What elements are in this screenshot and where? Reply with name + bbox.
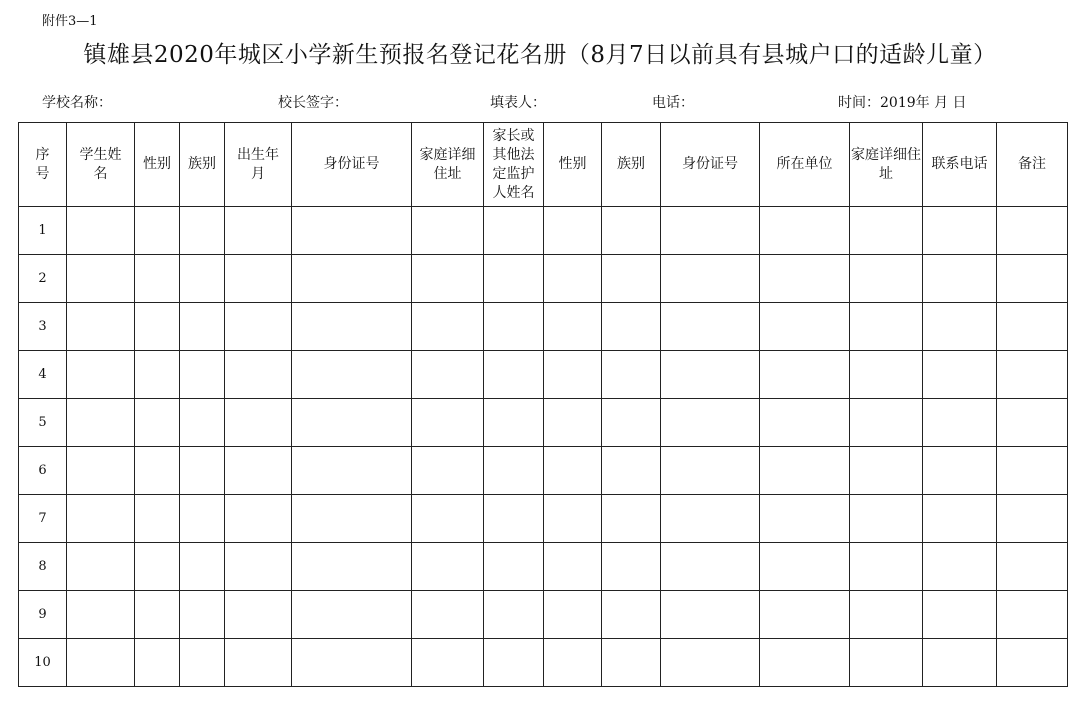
empty-input-cell[interactable] [850,399,923,447]
principal-sign-label: 校长签字： [278,95,348,111]
empty-input-cell[interactable] [484,591,544,639]
empty-input-cell[interactable] [602,255,661,303]
empty-input-cell[interactable] [67,639,135,687]
empty-input-cell[interactable] [292,447,412,495]
empty-input-cell[interactable] [760,207,850,255]
table-row [19,255,1068,303]
empty-input-cell[interactable] [412,351,484,399]
school-name-label: 学校名称： [42,95,112,111]
empty-input-cell[interactable] [225,639,292,687]
empty-input-cell[interactable] [997,207,1068,255]
empty-input-cell[interactable] [544,399,602,447]
registration-table [18,122,1068,687]
empty-input-cell[interactable] [180,351,225,399]
header-cell-guardian-gender: 性别 [544,123,602,207]
page-title: 镇雄县2020年城区小学新生预报名登记花名册（8月7日以前具有县城户口的适龄儿童） [83,42,997,68]
empty-input-cell[interactable] [292,639,412,687]
empty-input-cell[interactable] [180,399,225,447]
table-row [19,351,1068,399]
empty-input-cell[interactable] [484,639,544,687]
table-row [19,399,1068,447]
empty-input-cell[interactable] [923,351,997,399]
table-row [19,303,1068,351]
empty-input-cell[interactable] [225,543,292,591]
empty-input-cell[interactable] [602,303,661,351]
empty-input-cell[interactable] [997,351,1068,399]
empty-input-cell[interactable] [292,399,412,447]
empty-input-cell[interactable] [180,447,225,495]
header-cell-employer: 所在单位 [760,123,850,207]
empty-input-cell[interactable] [850,591,923,639]
empty-input-cell[interactable] [484,543,544,591]
row-number-cell: 1 [19,207,67,255]
empty-input-cell[interactable] [544,207,602,255]
header-cell-student-name: 学生姓名 [67,123,135,207]
empty-input-cell[interactable] [484,255,544,303]
empty-input-cell[interactable] [923,639,997,687]
row-number-cell: 8 [19,543,67,591]
empty-input-cell[interactable] [292,543,412,591]
empty-input-cell[interactable] [135,207,180,255]
empty-input-cell[interactable] [850,543,923,591]
empty-input-cell[interactable] [225,255,292,303]
empty-input-cell[interactable] [225,399,292,447]
empty-input-cell[interactable] [997,399,1068,447]
empty-input-cell[interactable] [661,207,760,255]
empty-input-cell[interactable] [135,591,180,639]
row-number-cell: 7 [19,495,67,543]
empty-input-cell[interactable] [135,543,180,591]
empty-input-cell[interactable] [292,351,412,399]
empty-input-cell[interactable] [923,255,997,303]
empty-input-cell[interactable] [292,303,412,351]
empty-input-cell[interactable] [544,303,602,351]
empty-input-cell[interactable] [412,399,484,447]
empty-input-cell[interactable] [67,543,135,591]
empty-input-cell[interactable] [484,351,544,399]
table-row [19,639,1068,687]
empty-input-cell[interactable] [180,303,225,351]
empty-input-cell[interactable] [67,399,135,447]
empty-input-cell[interactable] [67,591,135,639]
header-cell-ethnicity: 族别 [180,123,225,207]
empty-input-cell[interactable] [997,303,1068,351]
header-cell-guardian-ethnicity: 族别 [602,123,661,207]
empty-input-cell[interactable] [180,207,225,255]
header-cell-address: 家庭详细住址 [412,123,484,207]
empty-input-cell[interactable] [484,495,544,543]
empty-input-cell[interactable] [661,399,760,447]
time-label: 时间：2019年 月 日 [838,95,967,111]
empty-input-cell[interactable] [661,543,760,591]
empty-input-cell[interactable] [850,351,923,399]
header-cell-birth-date: 出生年月 [225,123,292,207]
empty-input-cell[interactable] [923,207,997,255]
row-number-cell: 6 [19,447,67,495]
empty-input-cell[interactable] [602,399,661,447]
empty-input-cell[interactable] [850,495,923,543]
row-number-cell: 10 [19,639,67,687]
empty-input-cell[interactable] [412,543,484,591]
empty-input-cell[interactable] [760,351,850,399]
empty-input-cell[interactable] [225,495,292,543]
empty-input-cell[interactable] [602,351,661,399]
empty-input-cell[interactable] [135,639,180,687]
row-number-cell: 9 [19,591,67,639]
empty-input-cell[interactable] [292,591,412,639]
empty-input-cell[interactable] [850,639,923,687]
table-row [19,591,1068,639]
empty-input-cell[interactable] [850,303,923,351]
empty-input-cell[interactable] [292,495,412,543]
empty-input-cell[interactable] [412,639,484,687]
empty-input-cell[interactable] [225,591,292,639]
empty-input-cell[interactable] [602,591,661,639]
empty-input-cell[interactable] [544,495,602,543]
empty-input-cell[interactable] [602,447,661,495]
header-cell-index: 序号 [19,123,67,207]
empty-input-cell[interactable] [923,303,997,351]
row-number-cell: 2 [19,255,67,303]
empty-input-cell[interactable] [180,639,225,687]
empty-input-cell[interactable] [760,591,850,639]
table-header-row [19,123,1068,207]
empty-input-cell[interactable] [484,399,544,447]
empty-input-cell[interactable] [544,351,602,399]
empty-input-cell[interactable] [180,543,225,591]
header-cell-gender: 性别 [135,123,180,207]
empty-input-cell[interactable] [67,303,135,351]
empty-input-cell[interactable] [544,543,602,591]
attachment-label: 附件3—1 [42,14,98,29]
filled-by-label: 填表人： [490,95,546,111]
empty-input-cell[interactable] [661,447,760,495]
empty-input-cell[interactable] [602,543,661,591]
header-cell-guardian-id-number: 身份证号 [661,123,760,207]
empty-input-cell[interactable] [661,639,760,687]
row-number-cell: 4 [19,351,67,399]
empty-input-cell[interactable] [412,303,484,351]
empty-input-cell[interactable] [135,447,180,495]
empty-input-cell[interactable] [661,591,760,639]
empty-input-cell[interactable] [180,495,225,543]
empty-input-cell[interactable] [135,255,180,303]
empty-input-cell[interactable] [180,255,225,303]
empty-input-cell[interactable] [661,255,760,303]
header-cell-id-number: 身份证号 [292,123,412,207]
empty-input-cell[interactable] [412,255,484,303]
empty-input-cell[interactable] [225,207,292,255]
row-number-cell: 3 [19,303,67,351]
empty-input-cell[interactable] [225,447,292,495]
header-cell-home-address: 家庭详细住址 [850,123,923,207]
empty-input-cell[interactable] [135,303,180,351]
empty-input-cell[interactable] [760,255,850,303]
header-cell-contact-phone: 联系电话 [923,123,997,207]
empty-input-cell[interactable] [67,447,135,495]
empty-input-cell[interactable] [412,207,484,255]
table-row [19,495,1068,543]
empty-input-cell[interactable] [225,303,292,351]
empty-input-cell[interactable] [997,495,1068,543]
header-cell-guardian-name: 家长或其他法定监护人姓名 [484,123,544,207]
empty-input-cell[interactable] [997,639,1068,687]
empty-input-cell[interactable] [997,255,1068,303]
table-row [19,207,1068,255]
empty-input-cell[interactable] [135,399,180,447]
empty-input-cell[interactable] [602,495,661,543]
empty-input-cell[interactable] [135,495,180,543]
empty-input-cell[interactable] [67,255,135,303]
empty-input-cell[interactable] [923,495,997,543]
row-number-cell: 5 [19,399,67,447]
empty-input-cell[interactable] [850,255,923,303]
empty-input-cell[interactable] [661,351,760,399]
empty-input-cell[interactable] [180,591,225,639]
empty-input-cell[interactable] [850,207,923,255]
empty-input-cell[interactable] [544,255,602,303]
header-cell-remarks: 备注 [997,123,1068,207]
empty-input-cell[interactable] [544,639,602,687]
empty-input-cell[interactable] [412,591,484,639]
empty-input-cell[interactable] [484,303,544,351]
empty-input-cell[interactable] [67,351,135,399]
empty-input-cell[interactable] [484,447,544,495]
empty-input-cell[interactable] [544,447,602,495]
table-row [19,543,1068,591]
empty-input-cell[interactable] [760,399,850,447]
empty-input-cell[interactable] [923,591,997,639]
empty-input-cell[interactable] [997,543,1068,591]
empty-input-cell[interactable] [760,447,850,495]
empty-input-cell[interactable] [850,447,923,495]
empty-input-cell[interactable] [67,207,135,255]
empty-input-cell[interactable] [412,447,484,495]
empty-input-cell[interactable] [760,495,850,543]
empty-input-cell[interactable] [412,495,484,543]
empty-input-cell[interactable] [661,303,760,351]
empty-input-cell[interactable] [923,399,997,447]
empty-input-cell[interactable] [292,255,412,303]
empty-input-cell[interactable] [602,639,661,687]
empty-input-cell[interactable] [997,591,1068,639]
empty-input-cell[interactable] [602,207,661,255]
empty-input-cell[interactable] [923,543,997,591]
empty-input-cell[interactable] [67,495,135,543]
empty-input-cell[interactable] [923,447,997,495]
empty-input-cell[interactable] [292,207,412,255]
empty-input-cell[interactable] [760,639,850,687]
empty-input-cell[interactable] [135,351,180,399]
phone-label: 电话： [652,95,694,111]
empty-input-cell[interactable] [225,351,292,399]
empty-input-cell[interactable] [997,447,1068,495]
empty-input-cell[interactable] [484,207,544,255]
table-row [19,447,1068,495]
empty-input-cell[interactable] [760,543,850,591]
empty-input-cell[interactable] [544,591,602,639]
empty-input-cell[interactable] [760,303,850,351]
empty-input-cell[interactable] [661,495,760,543]
